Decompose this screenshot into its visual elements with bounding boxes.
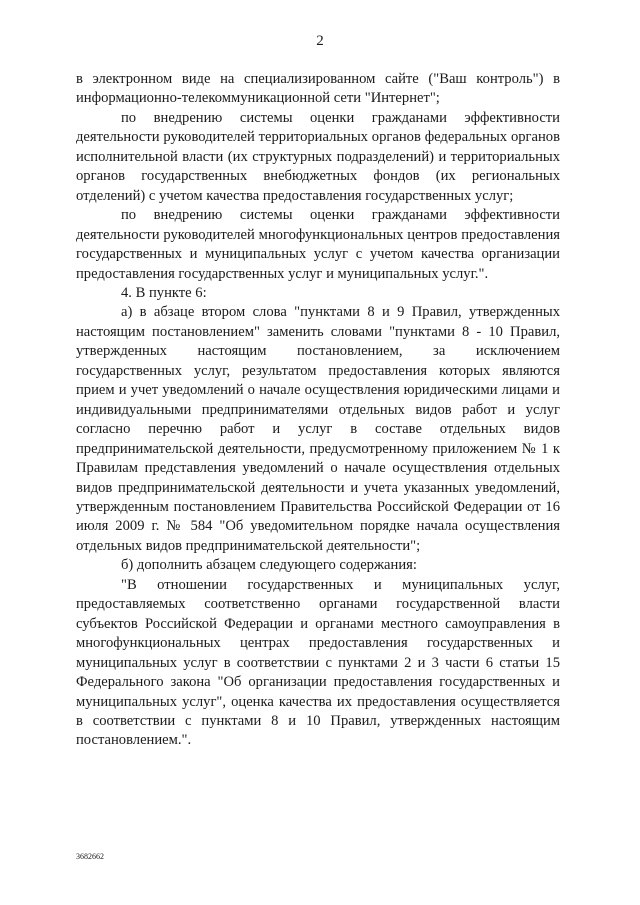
- paragraph: "В отношении государственных и муниципальных услуг, предоставляемых соответственно органами государственной власти субъектов Российской Федерации и органами местного самоуправления в многофункциональных центрах предоставления государственных и муниципальных услуг в соответствии с пунктами 2 и 3 части 6 статьи 15 Федерального закона "Об организации предоставления государственных и муниципальных услуг", оценка качества их предоставления осуществляется в соответствии с пунктами 8 и 10 Правил, утвержденных настоящим постановлением.".: [76, 576, 560, 749]
- paragraph: по внедрению системы оценки гражданами эффективности деятельности руководителей многофункциональных центров предоставления государственных и муниципальных услуг с учетом качества организации предоставления государственных услуг и муниципальных услуг.".: [76, 207, 560, 282]
- paragraph: б) дополнить абзацем следующего содержания:: [121, 557, 417, 574]
- paragraph: в электронном виде на специализированном сайте ("Ваш контроль") в информационно-телекоммуникационной сети "Интернет";: [76, 71, 560, 107]
- section-heading: 4. В пункте 6:: [121, 284, 207, 301]
- document-code: 3682662: [76, 852, 104, 861]
- document-body: [76, 70, 560, 751]
- paragraph: а) в абзаце втором слова "пунктами 8 и 9 Правил, утвержденных настоящим постановлением" заменить словами "пунктами 8 - 10 Правил, утвержденных настоящим постановлением, за исключением государственных услуг, результатом предоставления которых являются прием и учет уведомлений о начале осуществления юридическими лицами и индивидуальными предпринимателями отдельных видов работ и услуг согласно перечню работ и услуг в составе отдельных видов предпринимательской деятельности, предусмотренному приложением № 1 к Правилам представления уведомлений о начале осуществления отдельных видов предпринимательской деятельности и учета указанных уведомлений, утвержденным постановлением Правительства Российской Федерации от 16 июля 2009 г. № 584 "Об уведомительном порядке начала осуществления отдельных видов предпринимательской деятельности";: [76, 304, 560, 554]
- page-number: 2: [316, 33, 324, 49]
- paragraph: по внедрению системы оценки гражданами эффективности деятельности руководителей территориальных органов федеральных органов исполнительной власти (их структурных подразделений) и территориальных органов государственных внебюджетных фондов (их региональных отделений) с учетом качества предоставления государственных услуг;: [76, 109, 560, 204]
